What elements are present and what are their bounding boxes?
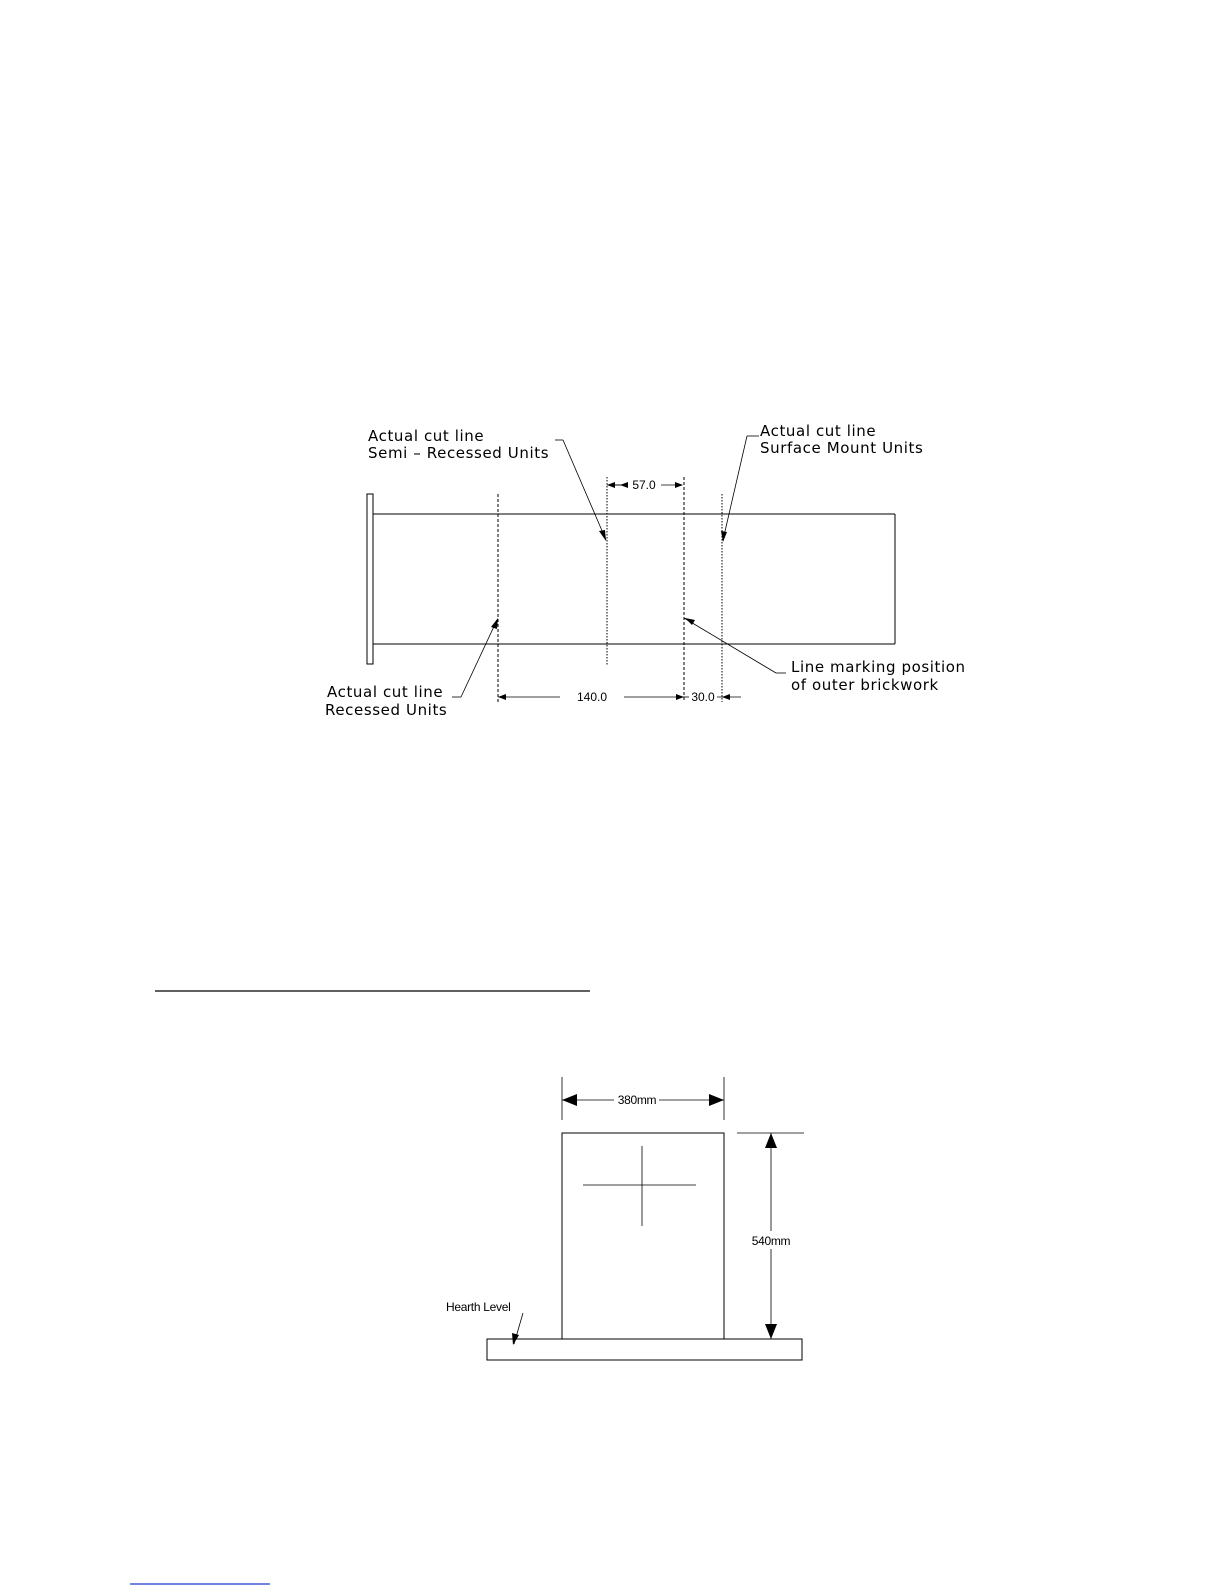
flange-plate — [367, 494, 373, 664]
leader-recessed — [325, 618, 498, 719]
dimension-140 — [498, 690, 684, 704]
sleeve-diagram — [325, 422, 966, 719]
semi-recessed-label-line1: Actual cut line — [368, 427, 485, 445]
hearth-slab — [487, 1339, 802, 1360]
width-arrow-right — [709, 1094, 724, 1106]
dimension-57 — [607, 478, 682, 492]
surface-mount-label-line1: Actual cut line — [760, 422, 877, 440]
height-arrow-bottom — [765, 1324, 777, 1339]
dim-30-label: 30.0 — [691, 690, 715, 704]
hearth-diagram — [446, 1077, 804, 1360]
brickwork-label-line2: of outer brickwork — [791, 676, 939, 694]
dim-140-label: 140.0 — [576, 690, 608, 704]
brickwork-label-line1: Line marking position — [791, 658, 966, 676]
height-label: 540mm — [751, 1234, 791, 1248]
height-arrow-top — [765, 1133, 777, 1148]
width-label: 380mm — [617, 1093, 657, 1107]
width-arrow-left — [562, 1094, 577, 1106]
surface-mount-label-line2: Surface Mount Units — [760, 439, 924, 457]
semi-recessed-label-line2: Semi – Recessed Units — [368, 444, 550, 462]
leader-brickwork — [684, 618, 966, 694]
fire-unit-outline — [562, 1133, 724, 1339]
dim-57-label: 57.0 — [632, 478, 656, 492]
recessed-label-line2: Recessed Units — [325, 701, 448, 719]
hearth-level-label: Hearth Level — [446, 1300, 511, 1314]
leader-surface-mount — [721, 422, 923, 542]
leader-semi-recessed — [368, 427, 606, 541]
dimension-30 — [684, 690, 741, 704]
recessed-label-line1: Actual cut line — [327, 683, 444, 701]
